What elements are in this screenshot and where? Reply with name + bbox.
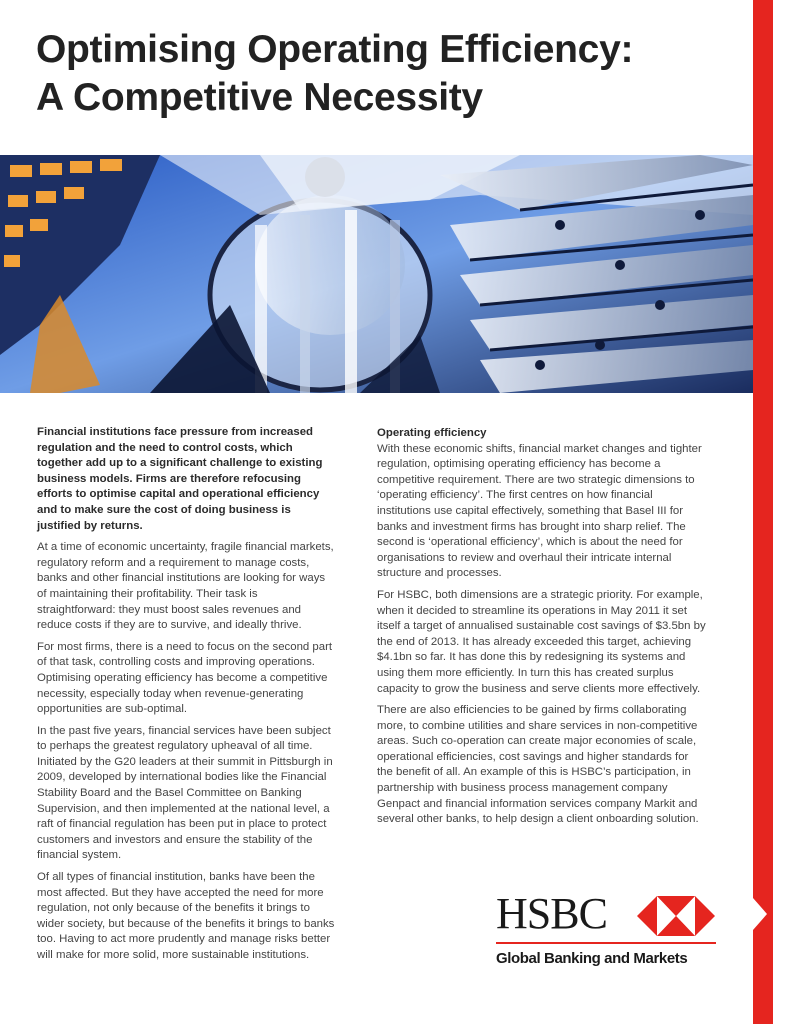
- red-accent-bar: [753, 0, 773, 1024]
- page-title: [36, 26, 736, 122]
- body-paragraph: In the past five years, financial services have been subject to perhaps the greatest regulatory upheaval of all time. Initiated by the G20 leaders at their summit in Pittsburgh in 2009, developed by international bodies like the Financial Stability Board and the Basel Committee on Banking Supervision, and then implemented at the national level, a raft of financial regulation has been put in place to protect customers and investors and ensure the stability of the financial system.: [37, 724, 333, 862]
- body-paragraph: For most firms, there is a need to focus on the second part of that task, controlling costs and improving operations. Optimising operating efficiency has become a competitive necessity, especially today when revenue-generating opportunities are sub-optimal.: [37, 640, 333, 716]
- hsbc-hexagon-icon: [637, 896, 715, 936]
- logo-subtitle: Global Banking and Markets: [496, 950, 688, 967]
- red-bar-notch: [753, 898, 767, 930]
- title-line-1: Optimising Operating Efficiency:: [36, 28, 634, 71]
- right-column: [377, 426, 707, 834]
- body-paragraph: There are also efficiencies to be gained by firms collaborating more, to combine utilities and share services in non-competitive areas. Such co-operation can create major economies of scale, operational efficiencies, cost savings and higher standards for the benefit of all. An example of this is HSBC’s participation, in partnership with business process management company Genpact and financial information services company Markit and several other banks, to help design a client onboarding solution.: [377, 704, 699, 826]
- body-paragraph: With these economic shifts, financial market changes and tighter regulation, optimising operating efficiency has become a competitive requirement. There are two strategic dimensions to ‘operating efficiency’. The first centres on how financial institutions use capital effectively, something that Basel III for banks and investment firms has brought into sharp relief. The second is ‘operational efficiency’, which is about the need for organisations to review and overhaul their intricate internal structure and processes.: [377, 442, 702, 580]
- title-line-2: A Competitive Necessity: [36, 76, 483, 119]
- lead-paragraph: Financial institutions face pressure from increased regulation and the need to control costs, which together add up to a significant challenge to existing business models. Firms are therefore refocusing efforts to optimise capital and operational efficiency and to make sure the cost of doing business is justified by returns.: [37, 426, 323, 532]
- logo-divider: [496, 942, 716, 944]
- hero-image: [0, 155, 753, 393]
- section-heading: Operating efficiency: [377, 427, 487, 439]
- body-paragraph: At a time of economic uncertainty, fragile financial markets, regulatory reform and a requirement to manage costs, banks and other financial institutions are looking for ways of maintaining their profitability. Their task is straightforward: they must boost sales revenues and reduce costs if they are to survive, and ideally thrive.: [37, 541, 334, 632]
- body-paragraph: For HSBC, both dimensions are a strategic priority. For example, when it decided to streamline its operations in May 2011 it set itself a target of annualised sustainable cost savings of $3.5bn by the end of 2013. It has already exceeded this target, achieving $4.1bn so far. It has done this by redesigning its systems and using them more efficiently. In turn this has created surplus capacity to grow the business and serve clients more effectively.: [377, 588, 706, 695]
- body-paragraph: Of all types of financial institution, banks have been the most affected. But they have accepted the need for more regulation, not only because of the benefits it brings to wider society, but because of the benefits it brings to banks too. Having to act more prudently and manage risks better will make for more solid, more sustainable institutions.: [37, 871, 335, 961]
- hsbc-logo: [496, 889, 718, 972]
- hsbc-wordmark: HSBC: [496, 889, 607, 938]
- left-column: [37, 425, 337, 970]
- staircase-photo: [0, 155, 753, 393]
